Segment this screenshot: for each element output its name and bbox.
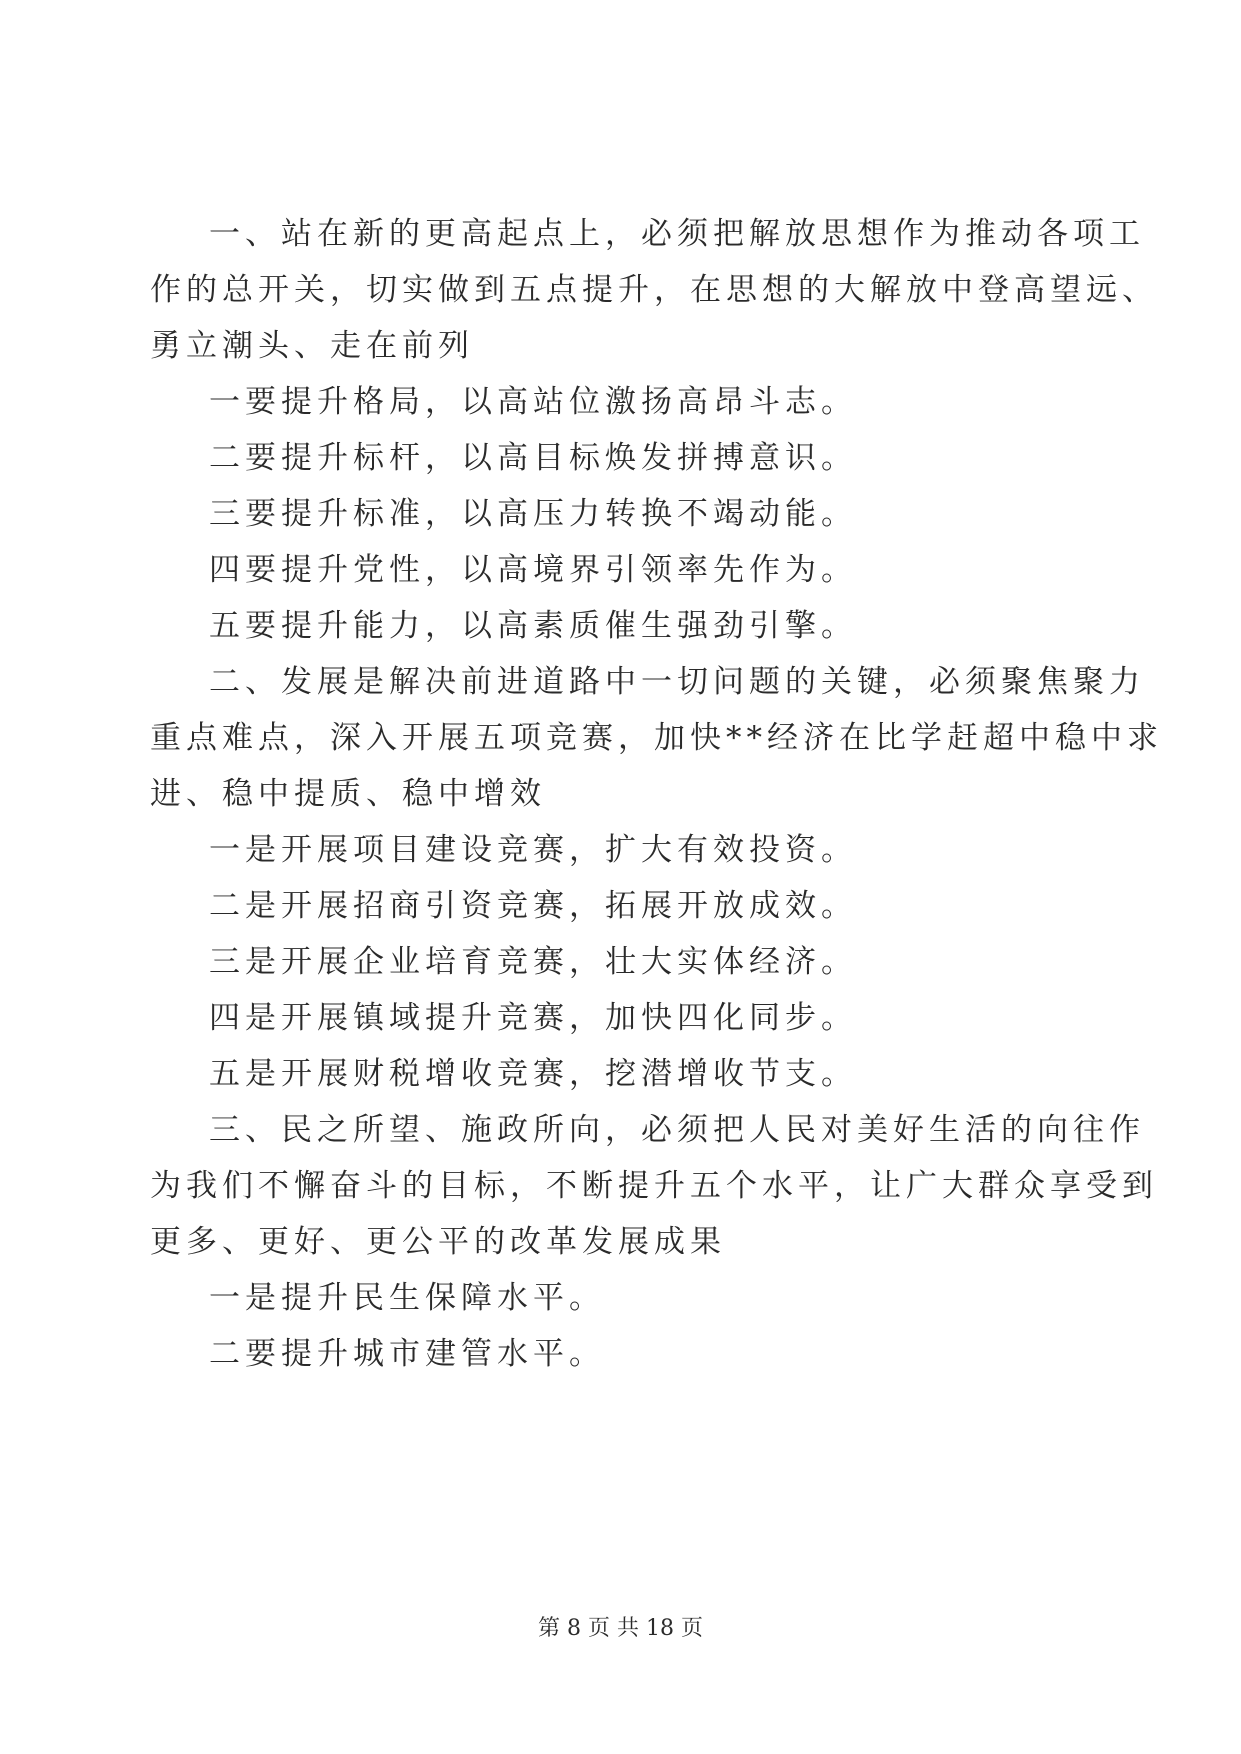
section-1-item-5: 五要提升能力，以高素质催生强劲引擎。 bbox=[209, 608, 857, 644]
section-2-heading-line-2: 重点难点，深入开展五项竞赛，加快**经济在比学赶超中稳中求 bbox=[150, 720, 1163, 756]
section-1-item-3: 三要提升标准，以高压力转换不竭动能。 bbox=[209, 496, 857, 532]
section-3-item-1: 一是提升民生保障水平。 bbox=[209, 1280, 605, 1316]
section-2-item-1: 一是开展项目建设竞赛，扩大有效投资。 bbox=[209, 832, 857, 868]
section-3-heading-line-2: 为我们不懈奋斗的目标，不断提升五个水平，让广大群众享受到 bbox=[150, 1168, 1158, 1204]
section-1-heading-line-1: 一、站在新的更高起点上，必须把解放思想作为推动各项工 bbox=[209, 216, 1145, 252]
section-3-heading-line-3: 更多、更好、更公平的改革发展成果 bbox=[150, 1224, 726, 1260]
section-1-heading-line-3: 勇立潮头、走在前列 bbox=[150, 328, 474, 364]
section-2-item-3: 三是开展企业培育竞赛，壮大实体经济。 bbox=[209, 944, 857, 980]
section-2-item-4: 四是开展镇域提升竞赛，加快四化同步。 bbox=[209, 1000, 857, 1036]
section-2-item-5: 五是开展财税增收竞赛，挖潜增收节支。 bbox=[209, 1056, 857, 1092]
section-2-heading-line-3: 进、稳中提质、稳中增效 bbox=[150, 776, 546, 812]
section-1-item-4: 四要提升党性，以高境界引领率先作为。 bbox=[209, 552, 857, 588]
section-1-item-2: 二要提升标杆，以高目标焕发拼搏意识。 bbox=[209, 440, 857, 476]
section-1-heading-line-2: 作的总开关，切实做到五点提升，在思想的大解放中登高望远、 bbox=[150, 272, 1158, 308]
section-3-item-2: 二要提升城市建管水平。 bbox=[209, 1336, 605, 1372]
section-1-item-1: 一要提升格局，以高站位激扬高昂斗志。 bbox=[209, 384, 857, 420]
page-number-footer: 第 8 页 共 18 页 bbox=[538, 1616, 703, 1641]
section-3-heading-line-1: 三、民之所望、施政所向，必须把人民对美好生活的向往作 bbox=[209, 1112, 1145, 1148]
section-2-heading-line-1: 二、发展是解决前进道路中一切问题的关键，必须聚焦聚力 bbox=[209, 664, 1145, 700]
section-2-item-2: 二是开展招商引资竞赛，拓展开放成效。 bbox=[209, 888, 857, 924]
